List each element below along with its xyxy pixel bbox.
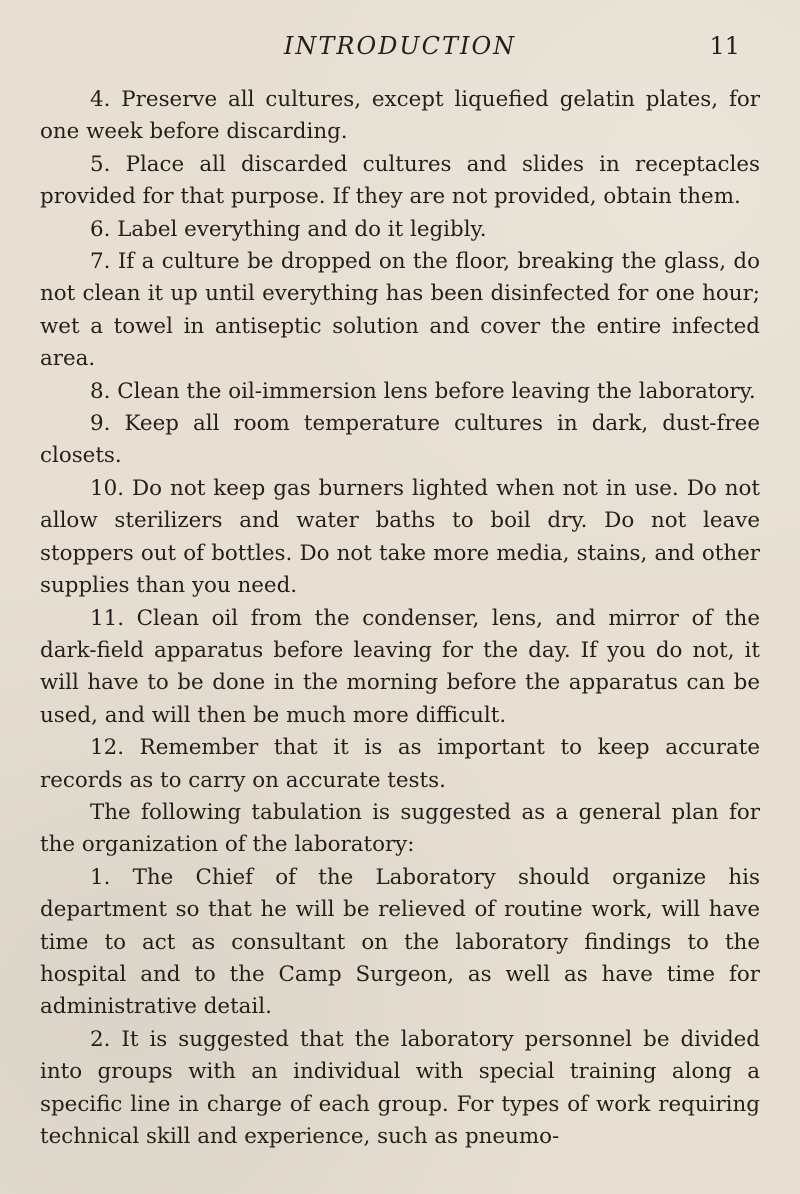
body-text [40, 84, 760, 1153]
paragraph-rule-9: 9. Keep all room temperature cultures in dark, dust-free closets. [40, 411, 760, 469]
page-number: 11 [709, 32, 740, 60]
paragraph-rule-5: 5. Place all discarded cultures and slides in receptacles provided for that purpose. If they are not provided, obtain them. [40, 151, 760, 210]
paragraph-rule-6: 6. Label everything and do it legibly. [90, 216, 487, 242]
paragraph-rule-7: 7. If a culture be dropped on the floor, breaking the glass, do not clean it up until everything has been disinfected for one hour; wet a towel in antiseptic solution and cover the entire infected area. [40, 249, 760, 372]
running-title: INTRODUCTION [283, 32, 517, 60]
paragraph-tabulation-intro: The following tabulation is suggested as a general plan for the organization of the laboratory: [40, 799, 760, 858]
paragraph-rule-10: 10. Do not keep gas burners lighted when not in use. Do not allow sterilizers and water baths to boil dry. Do not leave stoppers out of bottles. Do not take more media, stains, and other supplies than you need. [40, 475, 760, 599]
paragraph-organization-2: 2. It is suggested that the laboratory personnel be divided into groups with an individual with special training along a specific line in charge of each group. For types of work requiring technical skill and experience, such as pneumo- [40, 1026, 760, 1149]
paragraph-rule-11: 11. Clean oil from the condenser, lens, and mirror of the dark-field apparatus before leaving for the day. If you do not, it will have to be done in the morning before the apparatus can be used, and will then be much more difficult. [40, 605, 760, 728]
paragraph-rule-4: 4. Preserve all cultures, except liquefied gelatin plates, for one week before discarding. [40, 87, 760, 145]
running-head [40, 28, 760, 64]
paragraph-rule-8: 8. Clean the oil-immersion lens before leaving the laboratory. [90, 378, 756, 404]
paragraph-rule-12: 12. Remember that it is as important to keep accurate records as to carry on accurate tests. [40, 735, 760, 793]
paragraph-organization-1: 1. The Chief of the Laboratory should organize his department so that he will be relieved of routine work, will have time to act as consultant on the laboratory findings to the hospital and to the Camp Surgeon, as well as have time for administrative detail. [40, 864, 760, 1020]
